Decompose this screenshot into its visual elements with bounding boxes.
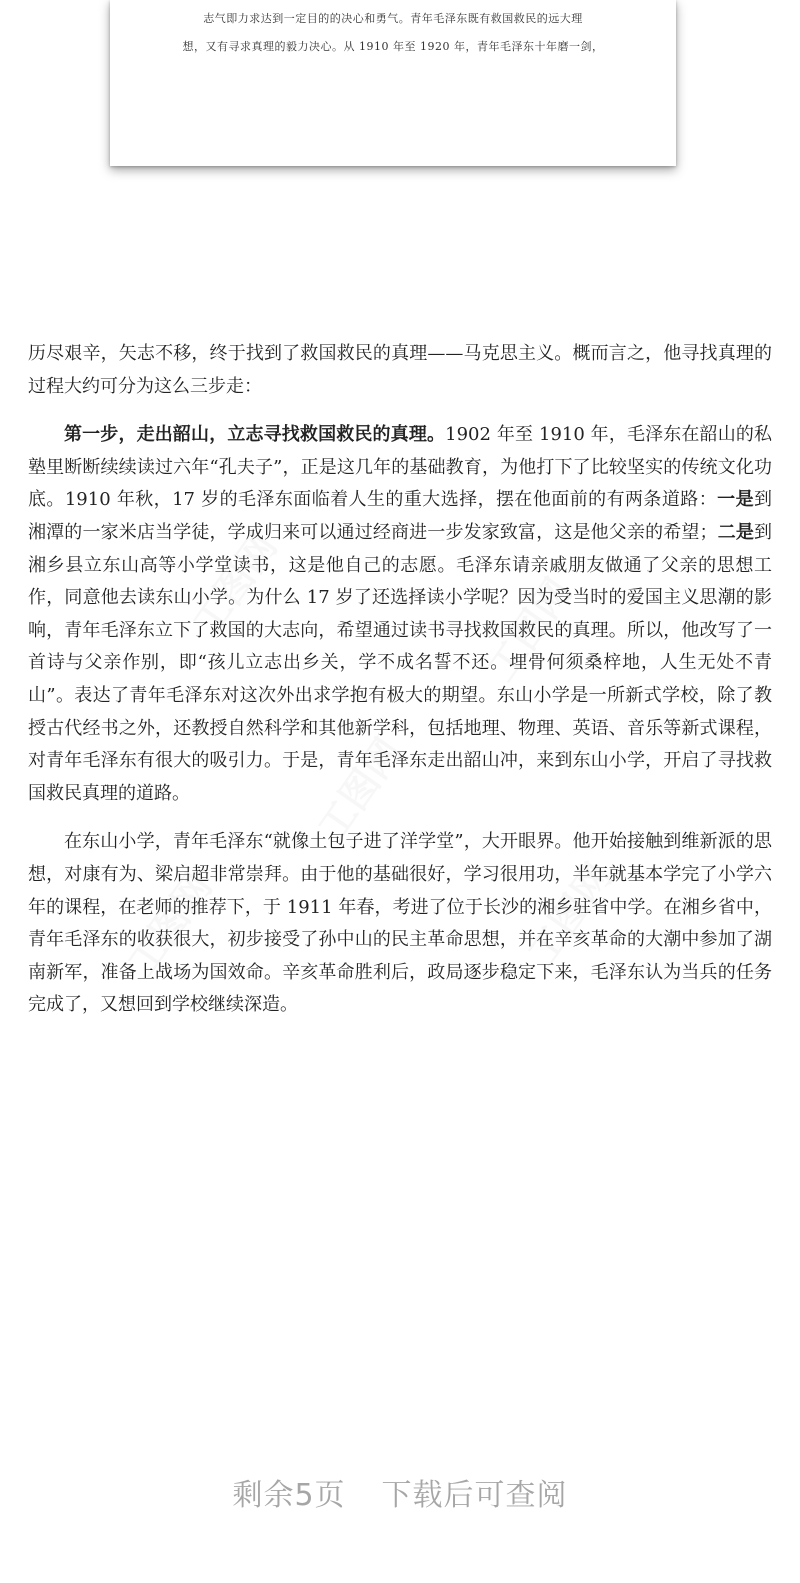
watermark-3: 工图网 — [309, 730, 411, 849]
watermark-1: 工图网 — [184, 525, 286, 644]
paragraph-intro: 历尽艰辛，矢志不移，终于找到了救国救民的真理——马克思主义。概而言之，他寻找真理的过程大约可分为这么三步走： — [28, 343, 772, 397]
watermark-4: 工图网 — [119, 865, 221, 984]
paragraph-step-one — [28, 419, 772, 810]
preview-page-card — [110, 0, 676, 166]
step-one-text-c: 到湘乡县立东山高等小学堂读书，这是他自己的志愿。毛泽东请亲戚朋友做通了父亲的思想工作，同意他去读东山小学。为什么 17 岁了还选择读小学呢？因为受当时的爱国主义思潮的影响，青年毛泽东立下了救国的大志向，希望通过读书寻找救国救民的真理。所以，他改写了一首诗与父亲作别，即“孩儿立志出乡关，学不成名誓不还。埋骨何须桑梓地，人生无处不青山”。表达了青年毛泽东对这次外出求学抱有极大的期望。东山小学是一所新式学校，除了教授古代经书之外，还教授自然科学和其他新学科，包括地理、物理、英语、音乐等新式课程，对青年毛泽东有很大的吸引力。于是，青年毛泽东走出韶山冲，来到东山小学，开启了寻找救国救民真理的道路。 — [28, 521, 772, 804]
remaining-pages-text[interactable]: 剩余5页 — [232, 1478, 346, 1513]
paragraph-dongshan: 在东山小学，青年毛泽东“就像土包子进了洋学堂”，大开眼界。他开始接触到维新派的思想，对康有为、梁启超非常崇拜。由于他的基础很好，学习很用功，半年就基本学完了小学六年的课程，在老师的推荐下，于 1911 年春，考进了位于长沙的湘乡驻省中学。在湘乡省中，青年毛泽东的收获很大，初步接受了孙中山的民主革命思想，并在辛亥革命的大潮中参加了湖南新军，准备上战场为国效命。辛亥革命胜利后，政局逐步稳定下来，毛泽东认为当兵的任务完成了，又想回到学校继续深造。 — [28, 831, 772, 1016]
download-to-read-text[interactable]: 下载后可查阅 — [381, 1478, 568, 1513]
step-one-text-b: 到湘潭的一家米店当学徒，学成归来可以通过经商进一步发家致富，这是他父亲的希望； — [28, 489, 772, 543]
step-one-heading: 第一步，走出韶山，立志寻找救国救民的真理。 — [64, 424, 446, 446]
download-prompt-banner[interactable] — [0, 1470, 800, 1514]
option-one-label: 一是 — [717, 489, 754, 511]
preview-line-2: 想，又有寻求真理的毅力决心。从 1910 年至 1920 年，青年毛泽东十年磨一剑， — [182, 40, 604, 53]
document-body — [28, 338, 772, 1022]
option-two-label: 二是 — [717, 521, 754, 543]
preview-line-1: 志气即力求达到一定目的的决心和勇气。青年毛泽东既有救国救民的远大理 — [203, 12, 583, 25]
watermark-2: 工图网 — [479, 570, 581, 689]
watermark-5: 工图网 — [519, 855, 621, 974]
step-one-text-a: 1902 年至 1910 年，毛泽东在韶山的私塾里断断续续读过六年“孔夫子”，正是这几年的基础教育，为他打下了比较坚实的传统文化功底。1910 年秋，17 岁的毛泽东面临着人生的重大选择，摆在他面前的有两条道路： — [28, 424, 773, 511]
